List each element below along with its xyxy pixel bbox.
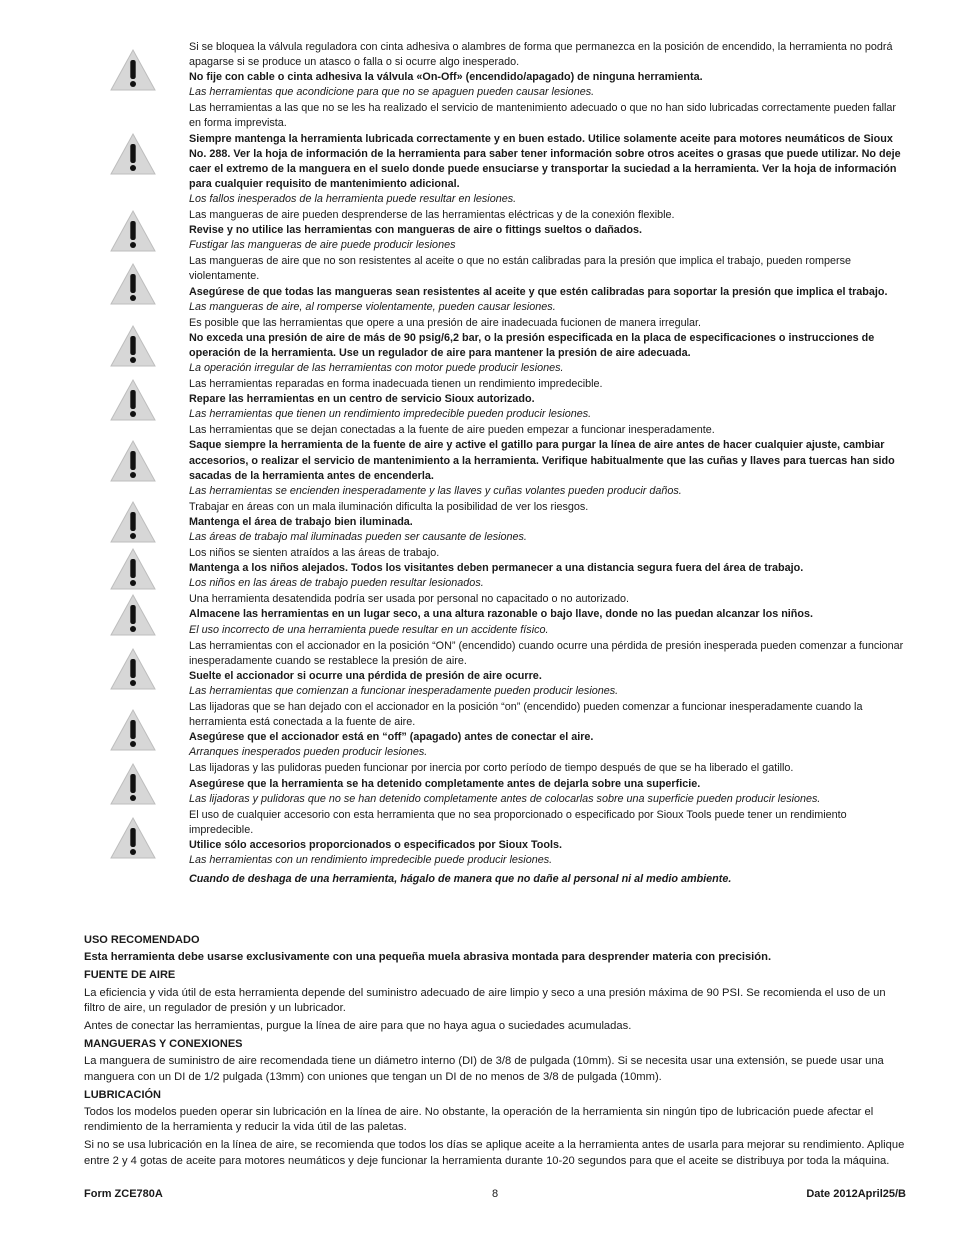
warning-line-ital: Las herramientas se encienden inesperadamente y las llaves y cuñas volantes pueden producir daños. bbox=[189, 484, 682, 497]
warning-line-norm: Las mangueras de aire pueden desprenderse de las herramientas eléctricas y de la conexión flexible. bbox=[189, 209, 675, 222]
revision-date: Date 2012April25/B bbox=[806, 1188, 906, 1200]
warning-text bbox=[189, 254, 905, 314]
warning-block bbox=[0, 500, 954, 545]
warning-line-bold: Asegúrese que la herramienta se ha detenido completamente antes de dejarla sobre una superficie. bbox=[189, 777, 701, 790]
warning-text bbox=[189, 40, 905, 100]
warning-line-norm: El uso de cualquier accesorio con esta herramienta que no sea proporcionado o especificado por Sioux Tools puede tener un rendimiento impredecible. bbox=[189, 808, 847, 836]
uso-heading: USO RECOMENDADO bbox=[84, 934, 200, 946]
warning-line-norm: Es posible que las herramientas que opere a una presión de aire inadecuada fucionen de manera irregular. bbox=[189, 316, 701, 329]
warning-line-norm: Las lijadoras y las pulidoras pueden funcionar por inercia por corto período de tiempo después de que se ha liberado el gatillo. bbox=[189, 762, 794, 775]
warning-line-ital: La operación irregular de las herramientas con motor puede producir lesiones. bbox=[189, 361, 564, 374]
fuente-paragraph-1: La eficiencia y vida útil de esta herramienta depende del suministro adecuado de aire limpio y seco a una presión máxima de 90 PSI. Se recomienda el uso de un filtro de aire, un regulador de presión y un lubricador. bbox=[84, 986, 886, 1014]
warning-line-norm: Las herramientas con el accionador en la posición “ON” (encendido) cuando ocurre una pérdida de presión inesperada pueden comenzar a funcionar inesperadamente cuando se restablece la presión de aire. bbox=[189, 639, 904, 667]
warning-line-ital: Las mangueras de aire, al romperse violentamente, pueden causar lesiones. bbox=[189, 300, 556, 313]
warning-line-norm: Los niños se sienten atraídos a las áreas de trabajo. bbox=[189, 547, 440, 560]
warning-text bbox=[189, 316, 905, 376]
warning-line-bold: Repare las herramientas en un centro de servicio Sioux autorizado. bbox=[189, 393, 535, 406]
warning-block bbox=[0, 546, 954, 591]
warning-text bbox=[189, 377, 905, 422]
warning-triangle-icon bbox=[109, 593, 157, 637]
warning-triangle-icon bbox=[109, 324, 157, 368]
warning-line-norm: Si se bloquea la válvula reguladora con cinta adhesiva o alambres de forma que permanezca en la posición de encendido, la herramienta no podrá apagarse si se produce un atasco o falla o si ocurre algo inesperado. bbox=[189, 41, 893, 69]
warning-line-ital: El uso incorrecto de una herramienta puede resultar en un accidente físico. bbox=[189, 623, 549, 636]
warning-triangle-icon bbox=[109, 647, 157, 691]
warning-text bbox=[189, 500, 905, 545]
warning-triangle-icon bbox=[109, 547, 157, 591]
warning-line-ital: Las herramientas que acondicione para que no se apaguen pueden causar lesiones. bbox=[189, 86, 595, 99]
warning-triangle-icon bbox=[109, 762, 157, 806]
warning-line-bold: No fije con cable o cinta adhesiva la válvula «On-Off» (encendido/apagado) de ninguna herramienta. bbox=[189, 71, 703, 84]
warning-block bbox=[0, 423, 954, 498]
warning-line-ital: Las herramientas que comienzan a funcionar inesperadamente pueden producir lesiones. bbox=[189, 684, 619, 697]
uso-text: Esta herramienta debe usarse exclusivamente con una pequeña muela abrasiva montada para desprender materia con precisión. bbox=[84, 951, 772, 964]
warning-line-bold: Asegúrese que el accionador está en “off” (apagado) antes de conectar el aire. bbox=[189, 731, 594, 744]
warning-line-norm: Las herramientas a las que no se les ha realizado el servicio de mantenimiento adecuado o que no han sido lubricadas correctamente pueden fallar en forma imprevista. bbox=[189, 102, 897, 130]
warning-line-norm: Las lijadoras que se han dejado con el accionador en la posición “on” (encendido) pueden comenzar a funcionar inesperadamente cuando la herramienta está conectada a la fuente de aire. bbox=[189, 701, 863, 729]
lubricacion-paragraph-1: Todos los modelos pueden operar sin lubricación en la línea de aire. No obstante, la operación de la herramienta sin ningún tipo de lubricación puede afectar el rendimiento de la herramienta y reducir la vida útil de las paletas. bbox=[84, 1106, 874, 1134]
warning-line-bold: Saque siempre la herramienta de la fuente de aire y active el gatillo para purgar la línea de aire antes de hacer cualquier ajuste, cambiar accesorios, o realizar el servicio de mantenimiento a la herramienta. Verifique habitualmente que las cuñas y llaves para tuercas han sido sacadas de la herramienta antes de encenderla. bbox=[189, 439, 895, 482]
warning-line-bold: Revise y no utilice las herramientas con mangueras de aire o fittings sueltos o dañados. bbox=[189, 224, 643, 237]
warning-line-ital: Arranques inesperados pueden producir lesiones. bbox=[189, 746, 428, 759]
warning-block bbox=[0, 592, 954, 637]
warning-block bbox=[0, 377, 954, 422]
warning-block bbox=[0, 254, 954, 314]
warning-text bbox=[189, 808, 905, 868]
warning-line-ital: Los fallos inesperados de la herramienta puede resultar en lesiones. bbox=[189, 192, 517, 205]
warning-text bbox=[189, 592, 905, 637]
warning-triangle-icon bbox=[109, 48, 157, 92]
warning-triangle-icon bbox=[109, 209, 157, 253]
warning-triangle-icon bbox=[109, 262, 157, 306]
warning-text bbox=[189, 546, 905, 591]
warning-line-ital: Las herramientas que tienen un rendimiento impredecible pueden producir lesiones. bbox=[189, 408, 592, 421]
warning-line-ital: Las lijadoras y pulidoras que no se han detenido completamente antes de colocarlas sobre una superficie pueden producir lesiones. bbox=[189, 792, 821, 805]
warning-text bbox=[189, 872, 905, 887]
warning-triangle-icon bbox=[109, 132, 157, 176]
mangueras-heading: MANGUERAS Y CONEXIONES bbox=[84, 1038, 243, 1051]
warning-line-bold: Almacene las herramientas en un lugar seco, a una altura razonable o bajo llave, donde no las puedan alcanzar los niños. bbox=[189, 608, 814, 621]
warning-list bbox=[0, 40, 954, 888]
warning-line-bold: Mantenga a los niños alejados. Todos los visitantes deben permanecer a una distancia segura fuera del área de trabajo. bbox=[189, 562, 804, 575]
fuente-paragraph-2: Antes de conectar las herramientas, purgue la línea de aire para que no haya agua o suciedades acumuladas. bbox=[84, 1020, 632, 1033]
warning-block bbox=[0, 40, 954, 100]
warning-text bbox=[189, 208, 905, 253]
warning-line-bold: Asegúrese de que todas las mangueras sean resistentes al aceite y que estén calibradas para soportar la presión que implica el trabajo. bbox=[189, 285, 888, 298]
warning-triangle-icon bbox=[109, 439, 157, 483]
warning-line-ital: Fustigar las mangueras de aire puede producir lesiones bbox=[189, 239, 456, 252]
warning-block bbox=[0, 316, 954, 376]
warning-block bbox=[0, 208, 954, 253]
warning-line-ital: Los niños en las áreas de trabajo pueden resultar lesionados. bbox=[189, 577, 484, 590]
warning-text bbox=[189, 423, 905, 498]
fuente-heading: FUENTE DE AIRE bbox=[84, 969, 176, 982]
warning-block bbox=[0, 872, 954, 887]
page-number: 8 bbox=[491, 1188, 499, 1200]
warning-line-bold: No exceda una presión de aire de más de 90 psig/6,2 bar, o la presión especificada en la placa de especificaciones o instrucciones de operación de la herramienta. Use un regulador de aire para mantener la presión de aire adecuada. bbox=[189, 331, 875, 359]
info-sections bbox=[84, 930, 906, 1172]
mangueras-paragraph-1: La manguera de suministro de aire recomendada tiene un diámetro interno (DI) de 3/8 de pulgada (10mm). Si se necesita usar una extensión, se puede usar una manguera con un DI de 1/2 pulgada (13mm) con uniones que tengan un DI de no menos de 3/8 de pulgada (10mm). bbox=[84, 1055, 884, 1083]
warning-line-bold: Utilice sólo accesorios proporcionados o especificados por Sioux Tools. bbox=[189, 838, 562, 851]
warning-text bbox=[189, 700, 905, 760]
warning-triangle-icon bbox=[109, 816, 157, 860]
warning-line-norm: Las herramientas que se dejan conectadas a la fuente de aire pueden empezar a funcionar inesperadamente. bbox=[189, 424, 715, 437]
warning-line-bold: Suelte el accionador si ocurre una pérdida de presión de aire ocurre. bbox=[189, 669, 542, 682]
warning-line-ital: Las áreas de trabajo mal iluminadas pueden ser causante de lesiones. bbox=[189, 531, 527, 543]
warning-triangle-icon bbox=[109, 500, 157, 544]
warning-line-bold: Mantenga el área de trabajo bien iluminada. bbox=[189, 515, 413, 528]
lubricacion-heading: LUBRICACIÓN bbox=[84, 1088, 161, 1101]
warning-block bbox=[0, 101, 954, 207]
warning-text bbox=[189, 101, 905, 207]
warning-line-norm: Las herramientas reparadas en forma inadecuada tienen un rendimiento impredecible. bbox=[189, 378, 603, 391]
warning-triangle-icon bbox=[109, 378, 157, 422]
warning-text bbox=[189, 639, 905, 699]
lubricacion-paragraph-2: Si no se usa lubricación en la línea de aire, se recomienda que todos los días se aplique aceite a la herramienta antes de usarla para mejorar su rendimiento. Aplique entre 2 y 4 gotas de aceite para motores neumáticos y deje funcionar la herramienta durante 10-20 segundos para que el aceite se distribuya por toda la máquina. bbox=[84, 1139, 905, 1167]
form-number: Form ZCE780A bbox=[84, 1188, 163, 1200]
warning-line-ital: Las herramientas con un rendimiento impredecible puede producir lesiones. bbox=[189, 853, 553, 866]
warning-line-boldital: Cuando de deshaga de una herramienta, hágalo de manera que no dañe al personal ni al medio ambiente. bbox=[189, 873, 732, 886]
warning-block bbox=[0, 700, 954, 760]
warning-block bbox=[0, 639, 954, 699]
warning-triangle-icon bbox=[109, 708, 157, 752]
warning-text bbox=[189, 761, 905, 806]
warning-line-bold: Siempre mantenga la herramienta lubricada correctamente y en buen estado. Utilice solamente aceite para motores neumáticos de Sioux No. 288. Ver la hoja de información de la herramienta para saber tener información sobre otros aceites o grasas que puede utilizar. No deje caer el extremo de la manguera en el suelo donde puede ensuciarse y transportar la suciedad a la herramienta. Ver la hoja de información para cualquier requisito de mantenimiento adicional. bbox=[189, 132, 901, 190]
warning-line-norm: Las mangueras de aire que no son resistentes al aceite o que no están calibradas para la presión que implica el trabajo, pueden romperse violentamente. bbox=[189, 255, 852, 283]
warning-line-norm: Una herramienta desatendida podría ser usada por personal no capacitado o no autorizado. bbox=[189, 593, 629, 606]
warning-line-norm: Trabajar en áreas con un mala iluminación dificulta la posibilidad de ver los riesgos. bbox=[189, 500, 589, 513]
warning-block bbox=[0, 808, 954, 868]
warning-block bbox=[0, 761, 954, 806]
